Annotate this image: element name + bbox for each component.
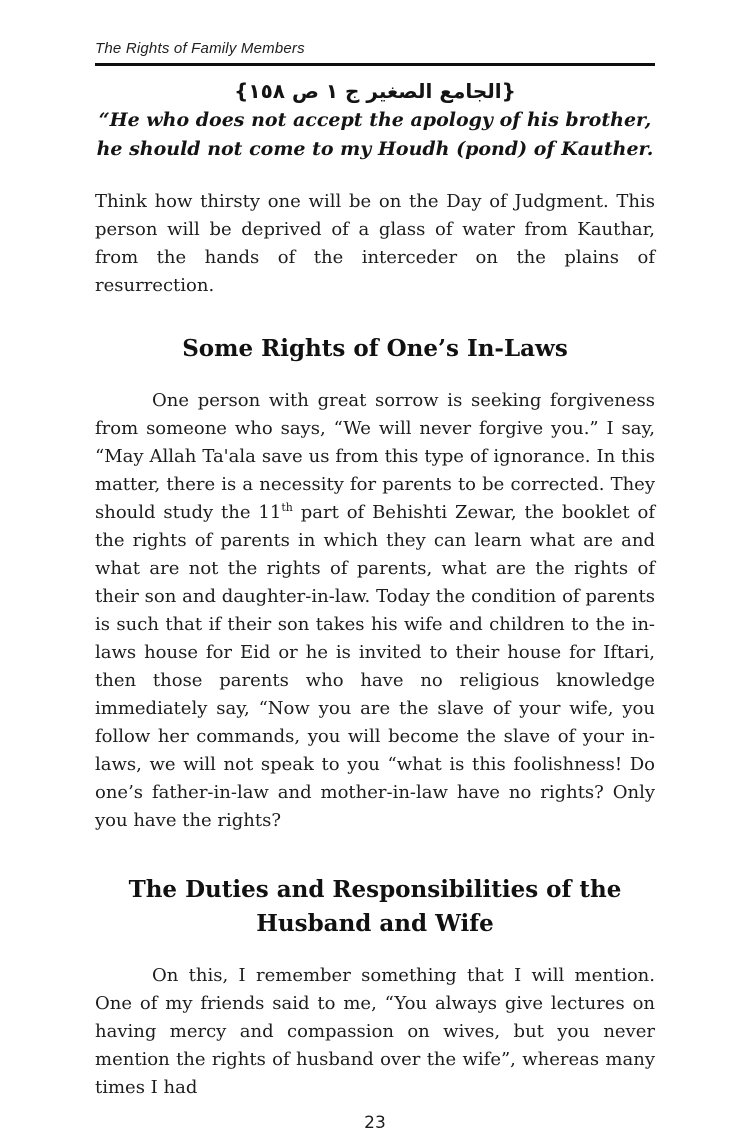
header-rule-divider bbox=[95, 63, 655, 66]
hadith-quote: “He who does not accept the apology of his brother, he should not come to my Houdh (pond) of Kauther. bbox=[96, 109, 654, 160]
arabic-citation: {الجامع الصغير ج ١ ص ١٥٨} bbox=[234, 79, 516, 103]
paragraph-text-segment: part of Behishti Zewar, the booklet of the rights of parents in which they can learn what are and what are not the rights of parents, what are the rights of their son and daughter-in-law. Today the condition of parents is such that if their son takes his wife and children to the in-laws house for Eid or he is invited to their house for Iftari, then those parents who have no religious knowledge immediately say, “Now you are the slave of your wife, you follow her commands, you will become the slave of your in-laws, we will not speak to you “what is this foolishness! Do one’s father-in-law and mother-in-law have no rights? Only you have the rights? bbox=[95, 502, 656, 832]
paragraph-kauthar: Think how thirsty one will be on the Day of Judgment. This person will be deprived of a glass of water from Kauthar, from the hands of the interceder on the plains of resurrection. bbox=[95, 191, 655, 296]
page-header bbox=[95, 40, 655, 66]
section-heading-duties: The Duties and Responsibilities of the Husband and Wife bbox=[128, 876, 622, 937]
section-heading-in-laws: Some Rights of One’s In-Laws bbox=[182, 335, 568, 362]
paragraph-duties: On this, I remember something that I will mention. One of my friends said to me, “You always give lectures on having mercy and compassion on wives, but you never mention the rights of husband over the wife”, whereas many times I had bbox=[95, 965, 655, 1099]
ordinal-suffix: th bbox=[281, 501, 293, 515]
paragraph-in-laws bbox=[95, 387, 655, 835]
running-header-title: The Rights of Family Members bbox=[95, 40, 305, 57]
page-number: 23 bbox=[364, 1113, 386, 1133]
paragraph-text-segment: One person with great sorrow is seeking forgiveness from someone who says, “We will never forgive you.” I say, “May Allah Ta'ala save us from this type of ignorance. In this matter, there is a necessity for parents to be corrected. They should study the 11 bbox=[95, 390, 655, 524]
